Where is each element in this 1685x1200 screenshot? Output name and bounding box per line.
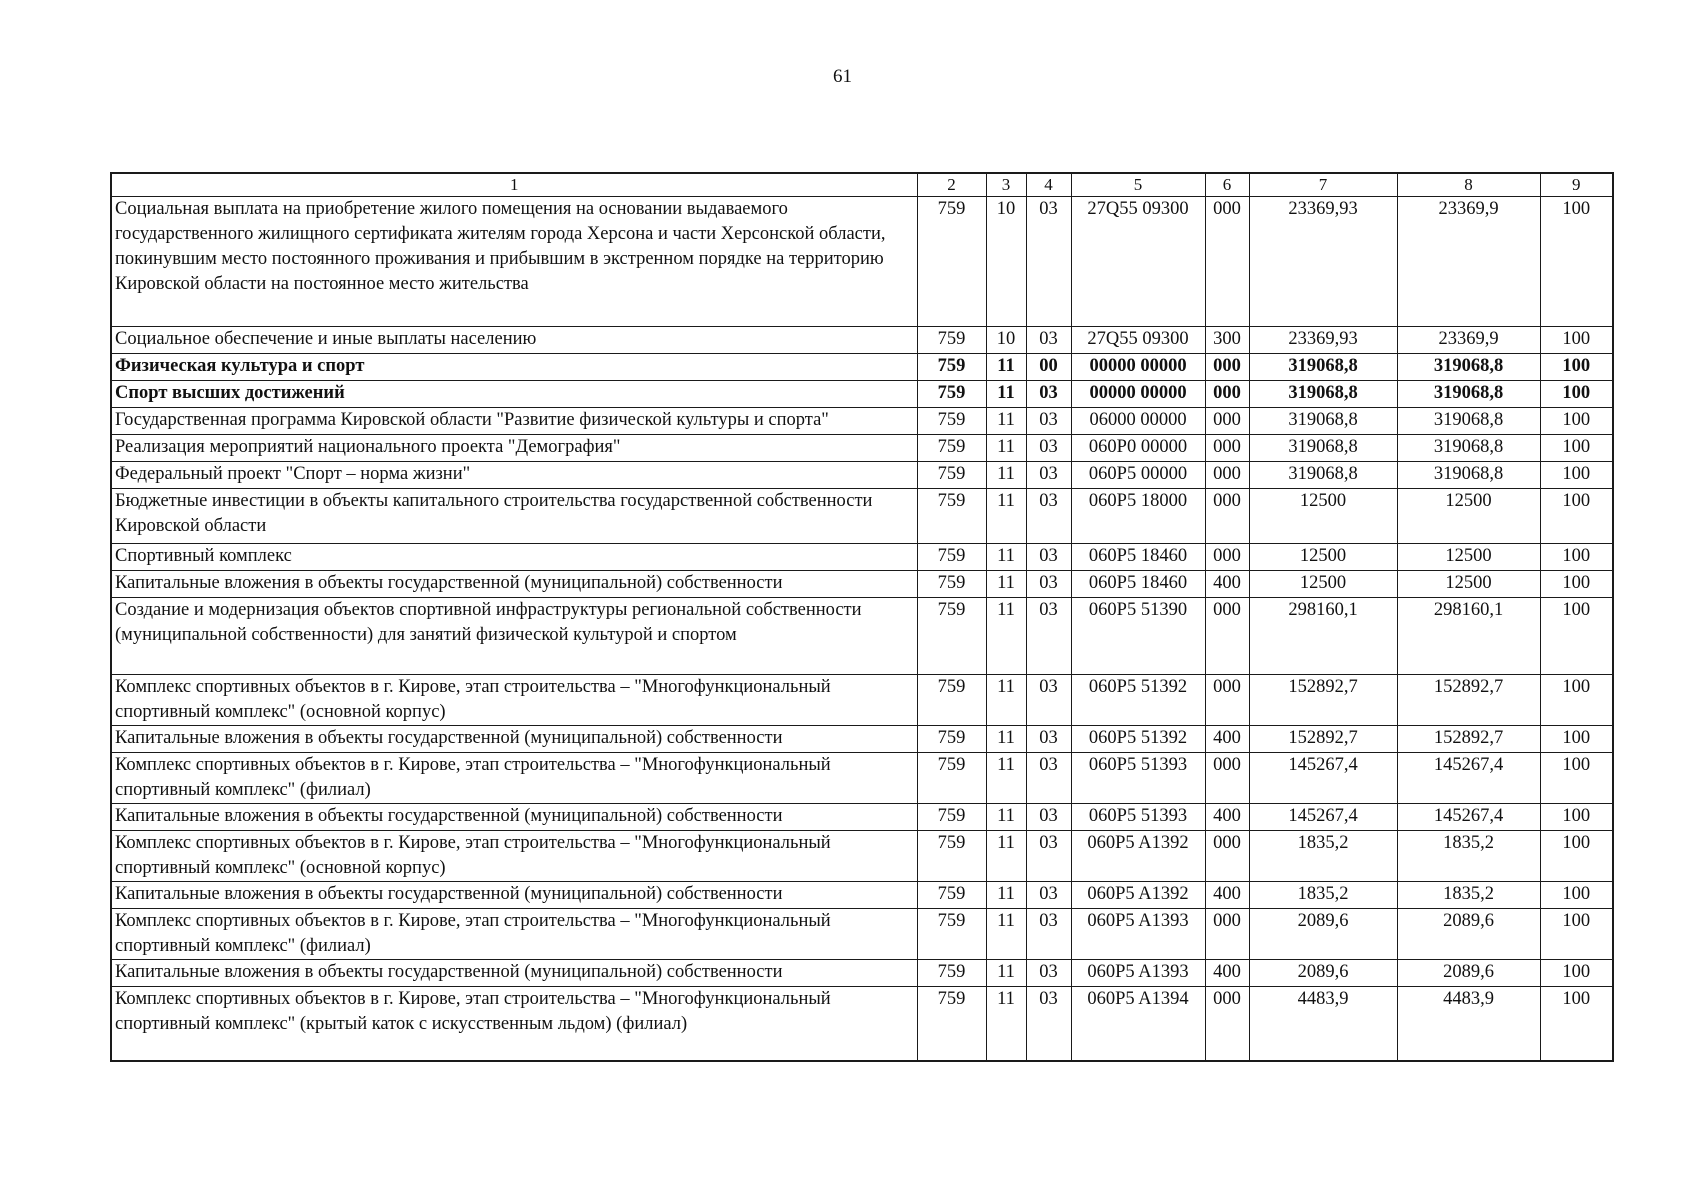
row-section-cell: 11	[986, 598, 1026, 675]
row-target-article-cell: 060P5 51390	[1071, 598, 1205, 675]
row-target-article-cell: 060P5 A1393	[1071, 909, 1205, 960]
row-name-cell: Социальное обеспечение и иные выплаты населению	[111, 327, 917, 354]
row-code-cell: 759	[917, 381, 986, 408]
row-executed-amount-cell: 12500	[1397, 544, 1540, 571]
row-expense-type-cell: 400	[1205, 882, 1249, 909]
row-planned-amount-cell: 145267,4	[1249, 753, 1397, 804]
row-code-cell: 759	[917, 462, 986, 489]
header-cell: 3	[986, 173, 1026, 197]
row-code-cell: 759	[917, 489, 986, 544]
row-name-cell: Социальная выплата на приобретение жилого помещения на основании выдаваемого государственного жилищного сертификата жителям города Херсона и части Херсонской области, покинувшим место постоянного проживания и прибывшим в экстренном порядке на территорию Кировской области на постоянное место жительства	[111, 197, 917, 327]
row-expense-type-cell: 300	[1205, 327, 1249, 354]
row-percent-cell: 100	[1540, 571, 1613, 598]
row-executed-amount-cell: 152892,7	[1397, 726, 1540, 753]
row-code-cell: 759	[917, 327, 986, 354]
row-section-cell: 11	[986, 408, 1026, 435]
row-percent-cell: 100	[1540, 987, 1613, 1061]
row-subsection-cell: 03	[1026, 675, 1071, 726]
row-section-cell: 11	[986, 960, 1026, 987]
row-name-cell: Государственная программа Кировской области "Развитие физической культуры и спорта"	[111, 408, 917, 435]
row-subsection-cell: 03	[1026, 462, 1071, 489]
row-subsection-cell: 03	[1026, 327, 1071, 354]
row-target-article-cell: 060P5 18000	[1071, 489, 1205, 544]
row-expense-type-cell: 400	[1205, 960, 1249, 987]
row-target-article-cell: 060P5 00000	[1071, 462, 1205, 489]
row-name-cell: Физическая культура и спорт	[111, 354, 917, 381]
row-target-article-cell: 060P5 51393	[1071, 804, 1205, 831]
row-subsection-cell: 03	[1026, 909, 1071, 960]
row-percent-cell: 100	[1540, 882, 1613, 909]
row-executed-amount-cell: 23369,9	[1397, 327, 1540, 354]
row-code-cell: 759	[917, 408, 986, 435]
table-row	[111, 831, 1613, 882]
row-name-cell: Комплекс спортивных объектов в г. Кирове, этап строительства – "Многофункциональный спортивный комплекс" (основной корпус)	[111, 831, 917, 882]
row-name-cell: Создание и модернизация объектов спортивной инфраструктуры региональной собственности (муниципальной собственности) для занятий физической культурой и спортом	[111, 598, 917, 675]
row-expense-type-cell: 000	[1205, 462, 1249, 489]
row-name-cell: Комплекс спортивных объектов в г. Кирове, этап строительства – "Многофункциональный спортивный комплекс" (крытый каток с искусственным льдом) (филиал)	[111, 987, 917, 1061]
row-planned-amount-cell: 1835,2	[1249, 882, 1397, 909]
row-planned-amount-cell: 12500	[1249, 489, 1397, 544]
table-row	[111, 987, 1613, 1061]
table-row	[111, 960, 1613, 987]
row-name-cell: Спорт высших достижений	[111, 381, 917, 408]
header-cell: 8	[1397, 173, 1540, 197]
row-planned-amount-cell: 12500	[1249, 544, 1397, 571]
row-percent-cell: 100	[1540, 381, 1613, 408]
row-section-cell: 11	[986, 987, 1026, 1061]
row-subsection-cell: 03	[1026, 882, 1071, 909]
row-code-cell: 759	[917, 197, 986, 327]
row-planned-amount-cell: 2089,6	[1249, 909, 1397, 960]
row-executed-amount-cell: 319068,8	[1397, 381, 1540, 408]
row-percent-cell: 100	[1540, 462, 1613, 489]
table-row	[111, 726, 1613, 753]
row-section-cell: 11	[986, 489, 1026, 544]
row-percent-cell: 100	[1540, 804, 1613, 831]
row-code-cell: 759	[917, 909, 986, 960]
row-planned-amount-cell: 1835,2	[1249, 831, 1397, 882]
row-subsection-cell: 03	[1026, 960, 1071, 987]
table-header-row	[111, 173, 1613, 197]
row-name-cell: Комплекс спортивных объектов в г. Кирове, этап строительства – "Многофункциональный спортивный комплекс" (основной корпус)	[111, 675, 917, 726]
table-row	[111, 675, 1613, 726]
row-code-cell: 759	[917, 571, 986, 598]
table-row	[111, 197, 1613, 327]
row-expense-type-cell: 000	[1205, 831, 1249, 882]
row-executed-amount-cell: 298160,1	[1397, 598, 1540, 675]
row-expense-type-cell: 000	[1205, 987, 1249, 1061]
row-percent-cell: 100	[1540, 327, 1613, 354]
row-name-cell: Комплекс спортивных объектов в г. Кирове, этап строительства – "Многофункциональный спортивный комплекс" (филиал)	[111, 753, 917, 804]
row-expense-type-cell: 400	[1205, 804, 1249, 831]
row-name-cell: Реализация мероприятий национального проекта "Демография"	[111, 435, 917, 462]
row-planned-amount-cell: 145267,4	[1249, 804, 1397, 831]
row-percent-cell: 100	[1540, 909, 1613, 960]
row-planned-amount-cell: 2089,6	[1249, 960, 1397, 987]
row-name-cell: Комплекс спортивных объектов в г. Кирове, этап строительства – "Многофункциональный спортивный комплекс" (филиал)	[111, 909, 917, 960]
row-target-article-cell: 060P5 A1392	[1071, 831, 1205, 882]
row-percent-cell: 100	[1540, 544, 1613, 571]
row-section-cell: 11	[986, 726, 1026, 753]
row-planned-amount-cell: 319068,8	[1249, 435, 1397, 462]
row-subsection-cell: 03	[1026, 804, 1071, 831]
row-percent-cell: 100	[1540, 435, 1613, 462]
table-row	[111, 882, 1613, 909]
row-subsection-cell: 03	[1026, 381, 1071, 408]
table-row	[111, 753, 1613, 804]
row-subsection-cell: 03	[1026, 408, 1071, 435]
row-target-article-cell: 060P5 A1393	[1071, 960, 1205, 987]
row-code-cell: 759	[917, 804, 986, 831]
row-executed-amount-cell: 319068,8	[1397, 462, 1540, 489]
row-name-cell: Капитальные вложения в объекты государственной (муниципальной) собственности	[111, 960, 917, 987]
row-expense-type-cell: 400	[1205, 726, 1249, 753]
row-code-cell: 759	[917, 987, 986, 1061]
row-percent-cell: 100	[1540, 598, 1613, 675]
row-expense-type-cell: 000	[1205, 354, 1249, 381]
row-subsection-cell: 03	[1026, 598, 1071, 675]
table-row	[111, 909, 1613, 960]
table-row	[111, 408, 1613, 435]
row-executed-amount-cell: 145267,4	[1397, 753, 1540, 804]
page-number: 61	[833, 66, 852, 87]
header-cell: 2	[917, 173, 986, 197]
row-planned-amount-cell: 152892,7	[1249, 726, 1397, 753]
table-row	[111, 489, 1613, 544]
row-planned-amount-cell: 12500	[1249, 571, 1397, 598]
row-executed-amount-cell: 319068,8	[1397, 354, 1540, 381]
row-section-cell: 10	[986, 327, 1026, 354]
row-name-cell: Федеральный проект "Спорт – норма жизни"	[111, 462, 917, 489]
row-code-cell: 759	[917, 726, 986, 753]
row-name-cell: Спортивный комплекс	[111, 544, 917, 571]
table-row	[111, 327, 1613, 354]
header-cell: 5	[1071, 173, 1205, 197]
row-subsection-cell: 03	[1026, 726, 1071, 753]
row-target-article-cell: 060P5 51392	[1071, 726, 1205, 753]
row-section-cell: 11	[986, 544, 1026, 571]
table-row	[111, 571, 1613, 598]
header-cell: 7	[1249, 173, 1397, 197]
table-row	[111, 544, 1613, 571]
row-executed-amount-cell: 319068,8	[1397, 435, 1540, 462]
row-name-cell: Бюджетные инвестиции в объекты капитального строительства государственной собственности Кировской области	[111, 489, 917, 544]
row-section-cell: 10	[986, 197, 1026, 327]
row-section-cell: 11	[986, 571, 1026, 598]
header-cell: 6	[1205, 173, 1249, 197]
row-planned-amount-cell: 23369,93	[1249, 197, 1397, 327]
table-row	[111, 804, 1613, 831]
row-section-cell: 11	[986, 354, 1026, 381]
table-row	[111, 381, 1613, 408]
row-target-article-cell: 06000 00000	[1071, 408, 1205, 435]
row-subsection-cell: 03	[1026, 197, 1071, 327]
row-section-cell: 11	[986, 909, 1026, 960]
row-planned-amount-cell: 298160,1	[1249, 598, 1397, 675]
row-code-cell: 759	[917, 753, 986, 804]
row-expense-type-cell: 000	[1205, 381, 1249, 408]
row-section-cell: 11	[986, 753, 1026, 804]
row-percent-cell: 100	[1540, 354, 1613, 381]
row-subsection-cell: 00	[1026, 354, 1071, 381]
row-section-cell: 11	[986, 381, 1026, 408]
row-target-article-cell: 060P5 51393	[1071, 753, 1205, 804]
row-executed-amount-cell: 12500	[1397, 571, 1540, 598]
row-code-cell: 759	[917, 831, 986, 882]
row-executed-amount-cell: 1835,2	[1397, 831, 1540, 882]
header-cell: 9	[1540, 173, 1613, 197]
row-subsection-cell: 03	[1026, 489, 1071, 544]
row-percent-cell: 100	[1540, 831, 1613, 882]
row-executed-amount-cell: 152892,7	[1397, 675, 1540, 726]
table-row	[111, 435, 1613, 462]
row-target-article-cell: 060P5 A1394	[1071, 987, 1205, 1061]
table-row	[111, 354, 1613, 381]
row-executed-amount-cell: 12500	[1397, 489, 1540, 544]
row-expense-type-cell: 000	[1205, 408, 1249, 435]
row-planned-amount-cell: 152892,7	[1249, 675, 1397, 726]
header-cell: 4	[1026, 173, 1071, 197]
row-name-cell: Капитальные вложения в объекты государственной (муниципальной) собственности	[111, 804, 917, 831]
row-subsection-cell: 03	[1026, 987, 1071, 1061]
row-code-cell: 759	[917, 354, 986, 381]
row-expense-type-cell: 000	[1205, 489, 1249, 544]
row-subsection-cell: 03	[1026, 831, 1071, 882]
row-name-cell: Капитальные вложения в объекты государственной (муниципальной) собственности	[111, 726, 917, 753]
row-target-article-cell: 00000 00000	[1071, 354, 1205, 381]
row-expense-type-cell: 000	[1205, 544, 1249, 571]
table-row	[111, 462, 1613, 489]
row-code-cell: 759	[917, 882, 986, 909]
row-subsection-cell: 03	[1026, 544, 1071, 571]
row-percent-cell: 100	[1540, 675, 1613, 726]
row-executed-amount-cell: 2089,6	[1397, 960, 1540, 987]
row-planned-amount-cell: 319068,8	[1249, 354, 1397, 381]
row-target-article-cell: 27Q55 09300	[1071, 327, 1205, 354]
row-executed-amount-cell: 2089,6	[1397, 909, 1540, 960]
row-name-cell: Капитальные вложения в объекты государственной (муниципальной) собственности	[111, 571, 917, 598]
row-subsection-cell: 03	[1026, 753, 1071, 804]
row-percent-cell: 100	[1540, 197, 1613, 327]
row-section-cell: 11	[986, 675, 1026, 726]
row-code-cell: 759	[917, 544, 986, 571]
row-percent-cell: 100	[1540, 489, 1613, 544]
row-percent-cell: 100	[1540, 753, 1613, 804]
row-planned-amount-cell: 319068,8	[1249, 381, 1397, 408]
header-cell: 1	[111, 173, 917, 197]
row-planned-amount-cell: 23369,93	[1249, 327, 1397, 354]
row-expense-type-cell: 000	[1205, 197, 1249, 327]
row-planned-amount-cell: 319068,8	[1249, 462, 1397, 489]
row-section-cell: 11	[986, 804, 1026, 831]
row-percent-cell: 100	[1540, 408, 1613, 435]
row-subsection-cell: 03	[1026, 435, 1071, 462]
row-subsection-cell: 03	[1026, 571, 1071, 598]
table-row	[111, 598, 1613, 675]
row-section-cell: 11	[986, 435, 1026, 462]
row-expense-type-cell: 400	[1205, 571, 1249, 598]
row-planned-amount-cell: 319068,8	[1249, 408, 1397, 435]
row-executed-amount-cell: 4483,9	[1397, 987, 1540, 1061]
row-executed-amount-cell: 23369,9	[1397, 197, 1540, 327]
row-executed-amount-cell: 1835,2	[1397, 882, 1540, 909]
row-percent-cell: 100	[1540, 960, 1613, 987]
row-percent-cell: 100	[1540, 726, 1613, 753]
row-target-article-cell: 060P5 18460	[1071, 571, 1205, 598]
row-target-article-cell: 060P5 18460	[1071, 544, 1205, 571]
row-expense-type-cell: 000	[1205, 753, 1249, 804]
row-expense-type-cell: 000	[1205, 675, 1249, 726]
row-expense-type-cell: 000	[1205, 909, 1249, 960]
budget-table	[110, 172, 1614, 1062]
row-expense-type-cell: 000	[1205, 435, 1249, 462]
row-target-article-cell: 060P0 00000	[1071, 435, 1205, 462]
row-section-cell: 11	[986, 831, 1026, 882]
row-section-cell: 11	[986, 462, 1026, 489]
row-target-article-cell: 060P5 51392	[1071, 675, 1205, 726]
row-code-cell: 759	[917, 598, 986, 675]
row-planned-amount-cell: 4483,9	[1249, 987, 1397, 1061]
row-code-cell: 759	[917, 435, 986, 462]
row-code-cell: 759	[917, 675, 986, 726]
row-executed-amount-cell: 319068,8	[1397, 408, 1540, 435]
row-target-article-cell: 00000 00000	[1071, 381, 1205, 408]
row-executed-amount-cell: 145267,4	[1397, 804, 1540, 831]
row-target-article-cell: 060P5 A1392	[1071, 882, 1205, 909]
row-section-cell: 11	[986, 882, 1026, 909]
row-expense-type-cell: 000	[1205, 598, 1249, 675]
row-code-cell: 759	[917, 960, 986, 987]
row-target-article-cell: 27Q55 09300	[1071, 197, 1205, 327]
row-name-cell: Капитальные вложения в объекты государственной (муниципальной) собственности	[111, 882, 917, 909]
